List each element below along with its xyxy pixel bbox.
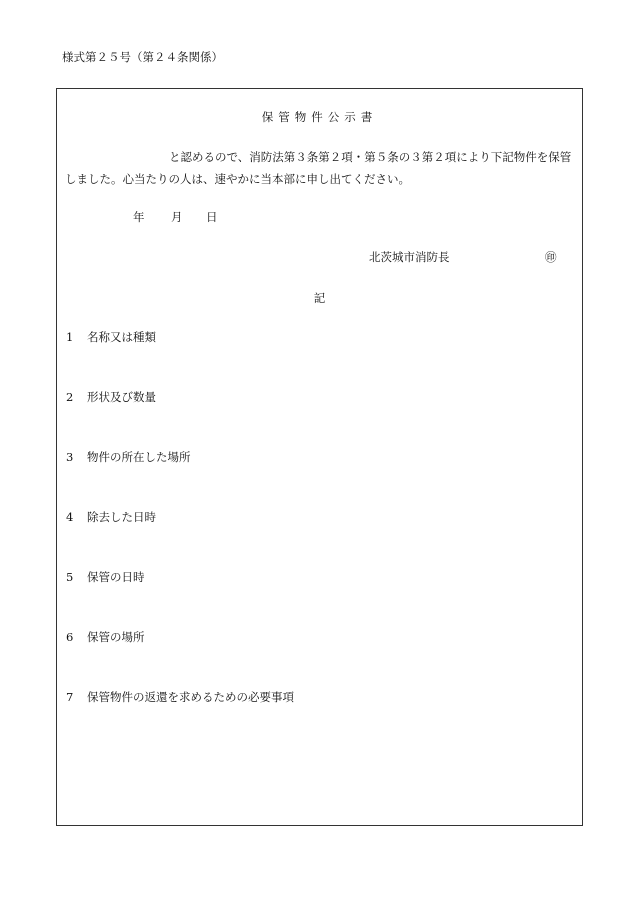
date-year-label: 年 xyxy=(133,210,145,224)
date-month-label: 月 xyxy=(171,210,183,224)
item-label: 保管の場所 xyxy=(87,630,145,644)
item-number: 1 xyxy=(66,330,74,344)
document-title: 保管物件公示書 xyxy=(261,110,378,124)
list-item xyxy=(66,511,156,525)
item-number: 2 xyxy=(66,390,74,404)
item-label: 保管の日時 xyxy=(87,570,145,584)
item-label: 物件の所在した場所 xyxy=(87,450,191,464)
list-item xyxy=(66,391,156,405)
list-item xyxy=(66,631,145,645)
seal-mark: ㊞ xyxy=(545,250,557,264)
item-number: 6 xyxy=(66,630,74,644)
item-number: 3 xyxy=(66,450,74,464)
ki-heading: 記 xyxy=(313,291,326,305)
notice-frame xyxy=(56,88,583,826)
item-number: 5 xyxy=(66,570,74,584)
item-number: 7 xyxy=(66,690,74,704)
date-day-label: 日 xyxy=(206,210,218,224)
body-text-line-1: と認めるので、消防法第３条第２項・第５条の３第２項により下記物件を保管 xyxy=(169,150,572,164)
item-label: 名称又は種類 xyxy=(87,330,156,344)
form-number: 様式第２５号（第２４条関係） xyxy=(62,50,223,64)
item-number: 4 xyxy=(66,510,74,524)
signer-title: 北茨城市消防長 xyxy=(369,250,450,264)
body-text-line-2: しました。心当たりの人は、速やかに当本部に申し出てください。 xyxy=(65,172,410,186)
item-label: 保管物件の返還を求めるための必要事項 xyxy=(87,690,294,704)
item-label: 除去した日時 xyxy=(87,510,156,524)
item-label: 形状及び数量 xyxy=(87,390,156,404)
list-item xyxy=(66,451,191,465)
list-item xyxy=(66,691,294,705)
list-item xyxy=(66,571,145,585)
list-item xyxy=(66,331,156,345)
